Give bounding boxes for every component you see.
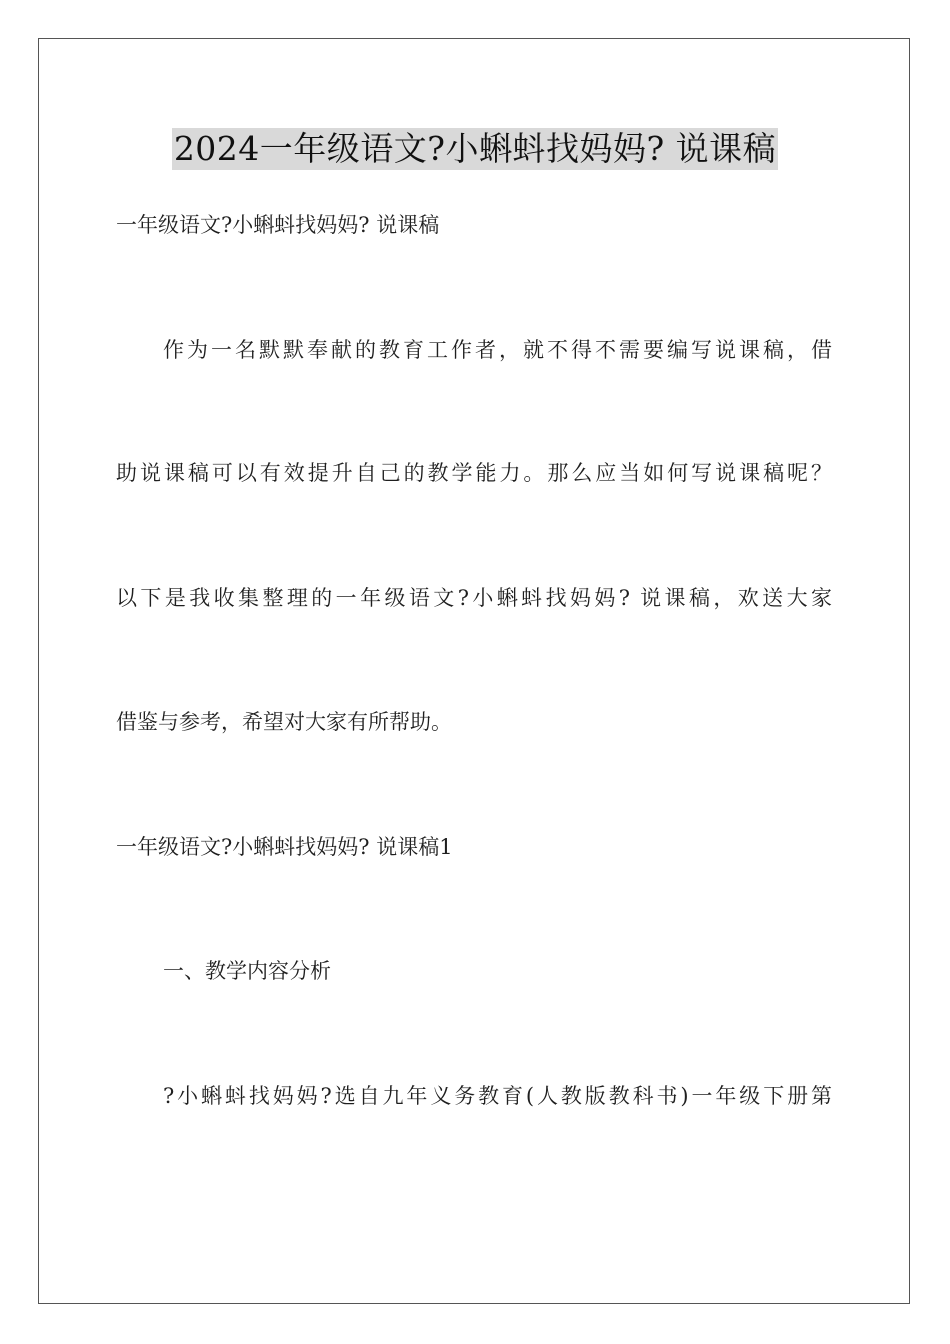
subtitle-line: 一年级语文?小蝌蚪找妈妈? 说课稿: [116, 213, 440, 237]
section-heading: 一年级语文?小蝌蚪找妈妈? 说课稿1: [116, 835, 453, 859]
paragraph-line: ?小蝌蚪找妈妈?选自九年义务教育(人教版教科书)一年级下册第: [163, 1084, 832, 1108]
subsection-heading: 一、教学内容分析: [163, 959, 331, 983]
document-title: 2024一年级语文?小蝌蚪找妈妈? 说课稿: [173, 129, 777, 168]
paragraph-line: 助说课稿可以有效提升自己的教学能力。那么应当如何写说课稿呢？: [116, 461, 832, 485]
paragraph-line: 以下是我收集整理的一年级语文?小蝌蚪找妈妈? 说课稿，欢送大家: [116, 586, 832, 610]
title-container: [0, 128, 950, 170]
paragraph-line: 作为一名默默奉献的教育工作者，就不得不需要编写说课稿，借: [163, 338, 832, 362]
paragraph-line: 借鉴与参考，希望对大家有所帮助。: [116, 710, 452, 734]
